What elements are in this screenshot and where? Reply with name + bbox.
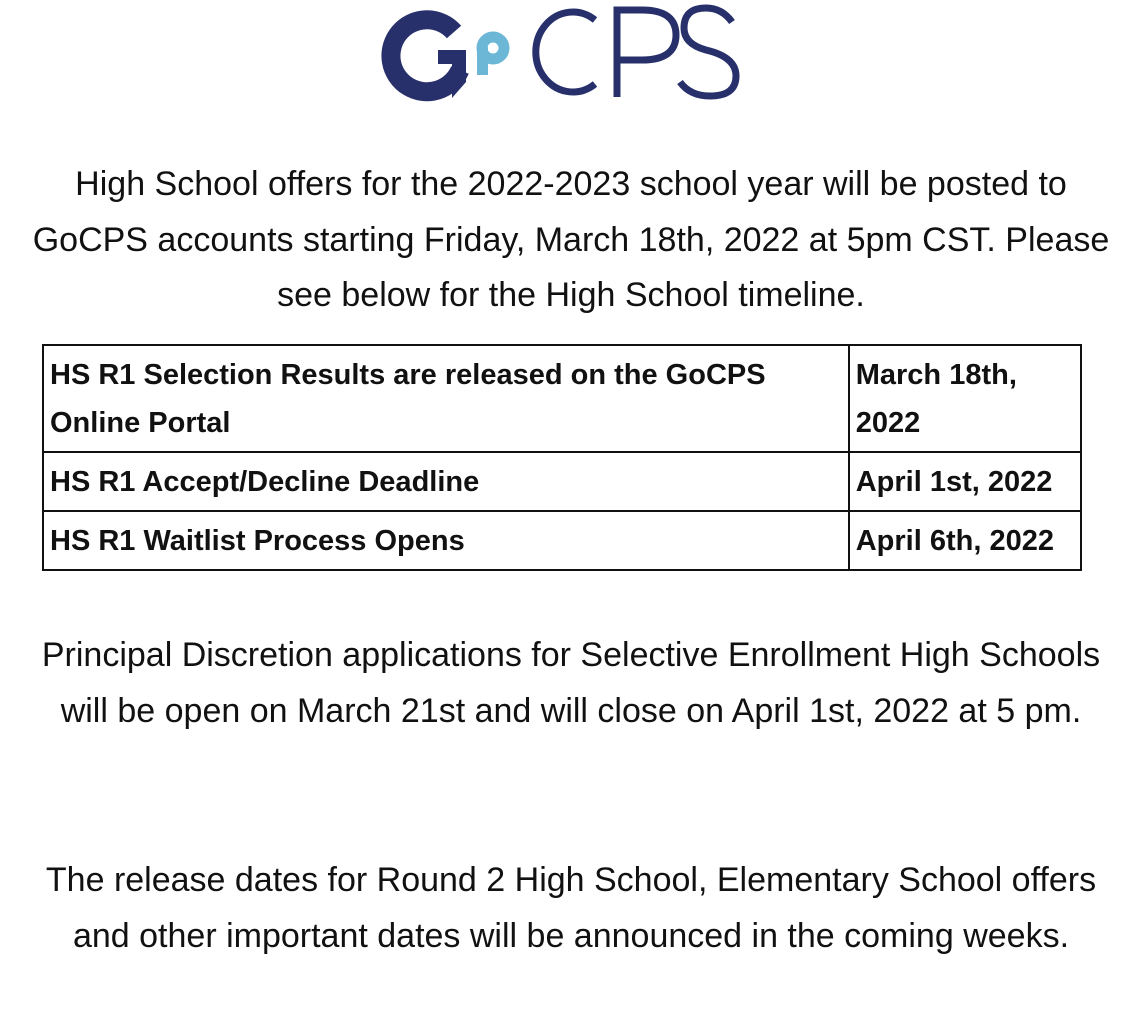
timeline-date: April 1st, 2022 [849,452,1081,511]
timeline-event: HS R1 Selection Results are released on the GoCPS Online Portal [43,345,849,452]
logo-letter-p [617,10,676,97]
timeline-date: March 18th, 2022 [849,345,1081,452]
gocps-logo-graphic [380,2,742,102]
logo-letter-c [536,12,595,92]
table-row [43,452,1081,511]
table-row [43,511,1081,570]
timeline-date: April 6th, 2022 [849,511,1081,570]
timeline-event: HS R1 Waitlist Process Opens [43,511,849,570]
intro-paragraph: High School offers for the 2022-2023 school year will be posted to GoCPS accounts starting Friday, March 18th, 2022 at 5pm CST. Please see below for the High School timeline. [32,165,1110,314]
logo-letter-s [680,8,736,96]
gocps-logo [380,2,742,102]
table-row [43,345,1081,452]
timeline-event: HS R1 Accept/Decline Deadline [43,452,849,511]
logo-o-stem [477,47,488,75]
round2-paragraph: The release dates for Round 2 High School, Elementary School offers and other important dates will be announced in the coming weeks. [45,861,1097,955]
timeline-table [42,344,1082,571]
discretion-paragraph: Principal Discretion applications for Selective Enrollment High Schools will be open on March 21st and will close on April 1st, 2022 at 5 pm. [41,636,1101,730]
